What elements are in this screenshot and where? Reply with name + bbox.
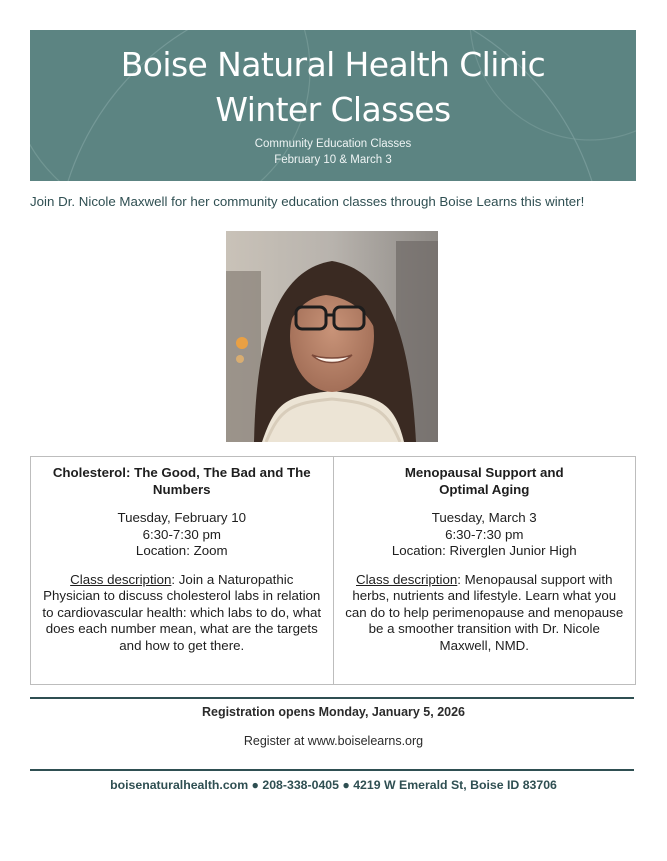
class-schedule <box>344 510 626 560</box>
page-title <box>30 42 636 132</box>
classes-table <box>30 456 636 685</box>
class-location: Location: Zoom <box>135 543 228 558</box>
intro-text: Join Dr. Nicole Maxwell for her community education classes through Boise Learns this winter! <box>30 194 585 209</box>
footer-contact: boisenaturalhealth.com ● 208-338-0405 ● 4219 W Emerald St, Boise ID 83706 <box>110 778 557 792</box>
instructor-photo <box>226 231 438 442</box>
subtitle-line-1: Community Education Classes <box>254 138 412 150</box>
class-date: Tuesday, February 10 <box>117 510 247 525</box>
divider <box>30 697 634 699</box>
class-location: Location: Riverglen Junior High <box>391 543 577 558</box>
divider <box>30 769 634 771</box>
description-text: : Menopausal support with herbs, nutrients and lifestyle. Learn what you can do to help perimenopause and menopause be a smoother transition with Dr. Nicole Maxwell, NMD. <box>345 571 624 653</box>
class-description <box>344 572 626 655</box>
class-card-cholesterol <box>31 457 333 684</box>
description-text: : Join a Naturopathic Physician to discuss cholesterol labs in relation to cardiovascular health: which labs to do, what does each number mean, what are the targets and how to get there. <box>42 571 322 653</box>
description-label: Class description <box>70 571 172 587</box>
subtitle-line-2: February 10 & March 3 <box>274 154 392 166</box>
class-title: Menopausal Support and Optimal Aging <box>404 465 564 497</box>
header-banner <box>30 30 636 181</box>
registration-opens: Registration opens Monday, January 5, 2026 <box>201 705 466 719</box>
class-description <box>41 572 323 655</box>
class-date: Tuesday, March 3 <box>431 510 537 525</box>
class-title: Cholesterol: The Good, The Bad and The Numbers <box>52 465 311 497</box>
class-time: 6:30-7:30 pm <box>445 526 524 542</box>
class-card-menopause <box>333 457 636 684</box>
class-schedule <box>41 510 323 560</box>
description-label: Class description <box>356 571 458 587</box>
registration-link: Register at www.boiselearns.org <box>243 734 424 748</box>
title-line-2: Winter Classes <box>215 90 451 129</box>
title-line-1: Boise Natural Health Clinic <box>120 45 546 84</box>
class-time: 6:30-7:30 pm <box>142 526 221 542</box>
page-subtitle <box>30 136 636 168</box>
